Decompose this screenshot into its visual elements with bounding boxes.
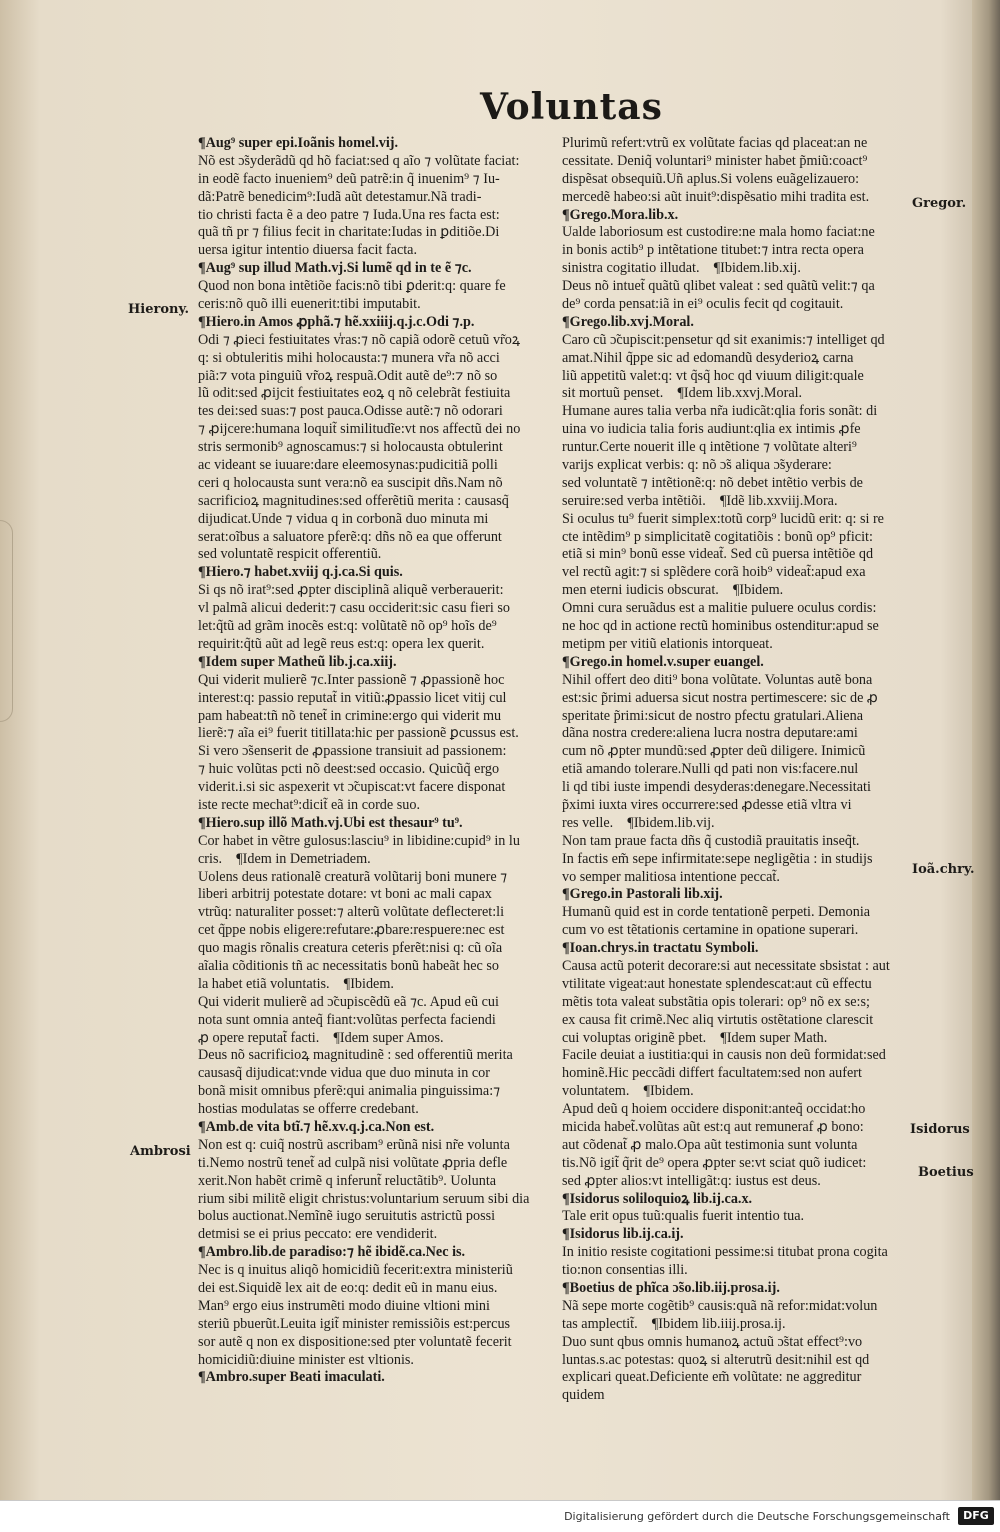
left-column-line: ¶Idem super Matheũ lib.j.ca.xiij. — [198, 653, 397, 670]
right-column-line: p̃ximi iuxta vires occurrere:sed ꝓdesse etiã vltra vi — [562, 796, 852, 813]
right-column-line: ¶Boetius de phĩca ɔ̃so.lib.iij.prosa.ij. — [562, 1280, 780, 1296]
right-column-line: explicari queat.Deficiente em̃ volũtate: ne aggreditur — [562, 1369, 862, 1386]
left-column-line: dijudicat.Unde ⁊ vidua q in corbonã duo minuta mi — [198, 510, 489, 527]
right-column-line: dispẽsat obsequiũ.Uñ aplus.Si volens euãgelizauero: — [562, 170, 860, 187]
left-column-line: Quod non bona intẽtiõe facis:nõ tibi ꝑderit:q: quare fe — [198, 278, 506, 295]
left-column-line: sacrificioꝝ magnitudines:sed offerẽtiũ merita : causasq̃ — [198, 492, 509, 509]
left-column — [198, 135, 560, 1387]
right-column-line: luntas.s.ac potestas: quoꝝ si alterutrũ desit:nihil est qd — [562, 1351, 870, 1368]
footer-bar — [0, 1500, 1000, 1532]
left-column-line: interest:q: passio reputat̃ in vitiũ:ꝓpassio licet vitij cul — [198, 689, 507, 706]
right-column-line: Si oculus tu⁹ fuerit simplex:totũ corp⁹ lucidũ erit: q: si re — [562, 510, 884, 527]
left-column-line: bolus auctionat.Nemĩnẽ iugo seruitutis astrictũ possi — [198, 1208, 496, 1225]
left-column-line: lierẽ:⁊ aĩa ei⁹ fuerit titillata:hic per passionẽ ꝑcussus est. — [198, 725, 519, 742]
right-column-line: metipm per vitiũ elationis intorqueat. — [562, 635, 773, 652]
right-column-line: In factis em̃ sepe infirmitate:sepe negligẽtia : in studijs — [562, 850, 873, 867]
right-column-line: sinistra cogitatio illudat. ¶Ibidem.lib.xij. — [562, 260, 801, 277]
left-column-line: dã:Patrẽ benedicim⁹:Iudã aũt detestamur.Nã tradi- — [198, 188, 482, 205]
left-column-line: cris. ¶Idem in Demetriadem. — [198, 850, 371, 867]
right-column-line: etiã si min⁹ bonũ esse videat̃. Sed cũ puersa intẽtiõe qd — [562, 546, 874, 563]
right-column-line: voluntatem. ¶Ibidem. — [562, 1083, 694, 1100]
left-column-line: tio christi facta ẽ a deo patre ⁊ Iuda.Una res facta est: — [198, 206, 500, 223]
right-column-line: cum nõ ꝓpter mundũ:sed ꝓpter deũ diligere. Inimicũ — [562, 743, 866, 760]
footer-credit: Digitalisierung gefördert durch die Deutsche Forschungsgemeinschaft — [564, 1510, 950, 1523]
left-column-line: xerit.Non habẽt crimẽ q inferunt̃ reluctãtib⁹. Uolunta — [198, 1172, 497, 1189]
right-column-line: sit mortuũ penset. ¶Idem lib.xxvj.Moral. — [562, 385, 803, 402]
page-tab-mark — [0, 520, 13, 722]
left-column-line: ¶Hiero.sup illõ Math.vj.Ubi est thesaur⁹ tu⁹. — [198, 814, 463, 831]
left-column-line: homicidiũ:diuine minister est vltionis. — [198, 1351, 414, 1368]
left-column-line: ceris:nõ quõ illi euenerit:tibi imputabit. — [198, 296, 421, 313]
right-column-line: Plurimũ refert:vtrũ ex volũtate facias qd placeat:an ne — [562, 135, 868, 151]
left-column-line: serat:oĩbus a saluatore pferẽ:q: dñs nõ ea que offerunt — [198, 528, 502, 545]
left-column-line: sor autẽ q non ex dispositione:sed pter voluntatẽ fecerit — [198, 1333, 512, 1350]
right-column-line: ¶Grego.in Pastorali lib.xij. — [562, 886, 723, 903]
right-column-line: ¶Grego.in homel.v.super euangel. — [562, 653, 764, 670]
left-column-line: la habet etiã voluntatis. ¶Ibidem. — [198, 975, 394, 992]
left-column-line: ¶Ambro.lib.de paradiso:⁊ hẽ ibidẽ.ca.Nec is. — [198, 1244, 466, 1261]
right-column-line: Humane aures talia verba nr̃a iudicãt:qlia foris sonãt: di — [562, 403, 878, 420]
right-column-line: aut cõdenat̃ ꝓ malo.Opa aũt testimonia sunt volunta — [562, 1136, 858, 1153]
left-column-line: nota sunt omnia anteq̃ fiant:volũtas perfecta faciendi — [198, 1011, 496, 1028]
left-column-line: pam habeat:tñ nõ tenet̃ in crimine:ergo qui viderit mu — [198, 707, 502, 724]
right-column-line: sed ꝓpter alios:vt intelligãt:q: iustus est deus. — [562, 1172, 821, 1189]
left-column-line: ¶Hiero.in Amos ꝓphã.⁊ hẽ.xxiiij.q.j.c.Odi ⁊.p. — [198, 313, 475, 330]
right-column-line: ¶Isidorus lib.ij.ca.ij. — [562, 1226, 684, 1243]
right-column-line: vo semper malitiosa intentione peccat̃. — [562, 868, 780, 885]
right-column — [562, 135, 907, 1405]
left-column-line: aĩalia cõditionis tñ ac necessitatis bonũ habeãt hec so — [198, 957, 499, 974]
left-column-line: ¶Ambro.super Beati imaculati. — [198, 1369, 385, 1386]
right-column-line: Tale erit opus tuũ:qualis fuerit intentio tua. — [562, 1208, 805, 1225]
right-column-line: cessitate. Deniq̃ voluntari⁹ minister habet p̃miũ:coact⁹ — [562, 152, 868, 169]
dfg-logo: DFG — [958, 1507, 994, 1525]
right-column-line: amat.Nihil q̃ppe sic ad edomandũ desyderioꝝ carna — [562, 349, 854, 366]
left-column-line: ¶Aug⁹ sup illud Math.vj.Si lumẽ qd in te ẽ ⁊c. — [198, 260, 472, 277]
right-column-line: speritate p̃rimi:sicut de nostro pfectu gratulari.Aliena — [562, 707, 863, 724]
running-head: Voluntas — [480, 86, 663, 128]
right-column-line: runtur.Certe nouerit ille q intẽtione ⁊ volũtate alteri⁹ — [562, 439, 857, 456]
left-column-line: uersa igitur intentio diuersa facit facta. — [198, 242, 418, 259]
left-column-line: ceri q holocausta sunt vera:nõ ea suscipit dñs.Nam nõ — [198, 474, 503, 491]
left-column-line: rium sibi militẽ eligit christus:voluntarium seruum sibi dia — [198, 1190, 530, 1207]
left-column-line: viderit.i.si sic aspexerit vt ɔ̃cupiscat:vt facere disponat — [198, 779, 506, 796]
right-column-line: tio:non consentias illi. — [562, 1262, 688, 1279]
right-column-line: tas amplectit̃. ¶Ibidem lib.iiij.prosa.ij. — [562, 1315, 786, 1332]
left-column-line: stris sermonib⁹ agnoscamus:⁊ si holocausta obtulerint — [198, 439, 503, 456]
right-column-line: res velle. ¶Ibidem.lib.vij. — [562, 814, 715, 831]
left-column-line: Si vero ɔ̃senserit de ꝓpassione transiuit ad passionem: — [198, 743, 507, 760]
left-column-line: Qui viderit mulierẽ ⁊c.Inter passionẽ ⁊ ꝓpassionẽ hoc — [198, 671, 505, 688]
left-column-line: ⁊ huic volũtas pcti nõ deest:sed occasio. Quicũq̃ ergo — [198, 761, 500, 778]
left-column-line: q: si obtuleritis mihi holocausta:⁊ munera vr̃a nõ acci — [198, 349, 500, 366]
left-column-line: bonã misit omnibus pferẽ:qui animalia pinguissima:⁊ — [198, 1083, 501, 1100]
right-column-line: ¶Grego.lib.xvj.Moral. — [562, 313, 694, 330]
left-column-line: causasq̃ dijudicat:vnde vidua que duo minuta in cor — [198, 1065, 490, 1082]
right-column-line: Facile deuiat a iustitia:qui in causis non deũ formidat:sed — [562, 1047, 886, 1064]
right-column-line: Non tam praue facta dñs q̃ custodiã prauitatis inseq̃t. — [562, 832, 860, 849]
left-column-line: quo magis rõnalis creatura ceteris pferẽt:nisi q: cũ oĩa — [198, 940, 503, 957]
left-column-line: dei est.Siquidẽ lex ait de eo:q: dedit eũ in manu eius. — [198, 1280, 498, 1296]
left-column-line: requirit:q̃tũ aũt ad legẽ reus est:q: opera lex querit. — [198, 635, 485, 652]
right-column-line: cui voluptas originẽ pbet. ¶Idem super Math. — [562, 1029, 828, 1046]
left-column-line: quã tñ pr ⁊ filius fecit in charitate:Iudas in ꝑditiõe.Di — [198, 224, 500, 241]
right-column-line: ¶Isidorus soliloquioꝝ lib.ij.ca.x. — [562, 1190, 753, 1207]
left-column-line: Non est q: cuiq̃ nostrũ ascribam⁹ erũnã nisi nr̃e volunta — [198, 1136, 510, 1153]
left-column-line: ꝓ opere reputat̃ facti. ¶Idem super Amos. — [198, 1029, 444, 1046]
left-column-line: detmisi se ei prius peccato: ere vendiderit. — [198, 1226, 438, 1243]
right-column-line: Nihil offert deo diti⁹ bona volũtate. Voluntas autẽ bona — [562, 671, 873, 688]
left-column-line: ⁊ ꝓijcere:humana loquit̃ similitudĩe:vt nos affectũ dei no — [198, 421, 521, 438]
right-column-line: liũ appetitũ valet:q: vt q̃sq̃ hoc qd viuum diligit:quale — [562, 367, 864, 384]
right-column-line: Omni cura seruãdus est a malitie puluere oculus cordis: — [562, 600, 877, 617]
left-column-line: sed voluntatẽ respicit offerentiũ. — [198, 546, 382, 563]
margin-note-gregor: Gregor. — [912, 196, 967, 211]
right-column-line: Deus nõ intuet̃ quãtũ qlibet valeat : sed quãtũ velit:⁊ qa — [562, 278, 875, 295]
left-column-line: ¶Aug⁹ super epi.Ioãnis homel.vij. — [198, 135, 399, 151]
margin-note-hierony: Hierony. — [128, 302, 190, 317]
right-column-line: ex causa fit crimẽ.Nec aliq virtutis ostẽtatione clarescit — [562, 1011, 874, 1028]
left-column-line: Qui viderit mulierẽ ad ɔ̃cupiscẽdũ eã ⁊c. Apud eũ cui — [198, 993, 499, 1010]
right-column-line: de⁹ corda pensat:iã in ei⁹ oculis fecit qd cogitauit. — [562, 296, 844, 313]
left-column-line: Nec is q inuitus aliqõ homicidiũ fecerit:extra ministeriũ — [198, 1262, 513, 1279]
left-column-line: liberi arbitrij potestate dotare: vt boni ac mali capax — [198, 886, 492, 903]
page-edge — [972, 0, 1000, 1500]
left-column-line: ac videant se iuuare:dare eleemosynas:pudicitiã polli — [198, 457, 498, 474]
right-column-line: ¶Ioan.chrys.in tractatu Symboli. — [562, 940, 759, 957]
left-column-line: hostias modulatas se offerre credebant. — [198, 1101, 419, 1118]
right-column-line: hominẽ.Hic peccãdi differt facultatem:sed non aufert — [562, 1065, 862, 1082]
right-column-line: Humanũ quid est in corde tentationẽ perpeti. Demonia — [562, 904, 871, 921]
right-column-line: Caro cũ ɔ̃cupiscit:pensetur qd sit exanimis:⁊ intelliget qd — [562, 331, 885, 348]
left-column-line: ¶Hiero.⁊ habet.xviij q.j.ca.Si quis. — [198, 564, 403, 581]
margin-note-boetius: Boetius — [918, 1165, 974, 1180]
left-column-line: in eodẽ facto inueniem⁹ deũ patrẽ:in q̃ inuenim⁹ ⁊ Iu- — [198, 170, 500, 187]
left-column-line: ti.Nemo nostrũ tenet̃ ad culpã nisi volũtate ꝓpria defle — [198, 1154, 508, 1171]
margin-note-joachry: Ioã.chry. — [912, 862, 975, 877]
margin-note-ambrosi: Ambrosi — [130, 1144, 191, 1159]
left-column-line: iste recte mechat⁹:dicit̃ eã in corde suo. — [198, 796, 420, 813]
right-column-line: In initio resiste cogitationi pessime:si titubat prona cogita — [562, 1244, 888, 1261]
right-column-line: li qd tibi iuste impendi desyderas:denegare.Necessitati — [562, 779, 871, 796]
right-column-line: est:sic p̃rimi aduersa sicut nostra pertimescere: sic de ꝓ — [562, 689, 878, 706]
right-column-line: vel rectũ agit:⁊ si splẽdere corã hoib⁹ videat̃:apud exa — [562, 564, 866, 581]
right-column-line: men eterni iudicis obscurat. ¶Ibidem. — [562, 582, 784, 599]
left-column-line: tes dei:sed suas:⁊ post pauca.Odisse autẽ:⁊ nõ odorari — [198, 403, 503, 420]
right-column-line: ne hoc qd in actione rectũ hominibus ostenditur:apud se — [562, 618, 879, 635]
left-column-line: piã:⁊ vota pinguiũ vr̃oꝝ respuã.Odit autẽ de⁹:⁊ nõ so — [198, 367, 498, 384]
left-column-line: lũ odit:sed ꝓijcit festiuitates eoꝝ q nõ celebrãt festiuita — [198, 385, 511, 402]
right-column-line: Duo sunt qbus omnis humanoꝝ actuũ ɔ̃stat effect⁹:vo — [562, 1333, 863, 1350]
right-column-line: mẽtis tota valeat substãtia opis tolerari: op⁹ nõ ex se:s; — [562, 993, 870, 1010]
right-column-line: Nã sepe morte cogẽtib⁹ causis:quã nã refor:midat:volun — [562, 1297, 878, 1314]
right-column-line: cte intẽdim⁹ p simplicitatẽ cogitatiõis : bonũ op⁹ pficit: — [562, 528, 873, 545]
left-column-line: let:q̃tũ ad grãm inocẽs est:q: volũtatẽ nõ op⁹ hoĩs de⁹ — [198, 618, 497, 635]
right-column-line: Apud deũ q hoiem occidere disponit:anteq̃ occidat:ho — [562, 1101, 866, 1118]
left-column-line: Deus nõ sacrificioꝝ magnitudinẽ : sed offerentiũ merita — [198, 1047, 513, 1064]
right-column-line: vtilitate vigeat:aut honestate splendescat:aut cũ effectu — [562, 975, 872, 992]
left-column-line: vtrũq: naturaliter posset:⁊ alterũ volũtate deflecteret:li — [198, 904, 505, 921]
right-column-line: seruire:sed verba intẽtiõi. ¶Idẽ lib.xxviij.Mora. — [562, 492, 838, 509]
right-column-line: etiã amando tolerare.Nulli qd pati non vis:facere.nul — [562, 761, 859, 778]
left-column-line: Si qs nõ irat⁹:sed ꝓpter disciplinã aliquẽ verberauerit: — [198, 582, 504, 599]
left-column-line: ¶Amb.de vita btĩ.⁊ hẽ.xv.q.j.ca.Non est. — [198, 1118, 435, 1135]
left-column-line: vl palmã alicui dederit:⁊ casu occiderit:sic casu fieri so — [198, 600, 510, 617]
right-column-line: cum vo est tẽtationis certamine in opatione superari. — [562, 922, 859, 939]
right-column-line: uina vo iudicia talia foris audiunt:qlia ex intimis ꝓfe — [562, 421, 861, 438]
left-column-line: Odi ⁊ ꝓieci festiuitates v̾ras:⁊ nõ capiã odorẽ cetuũ vr̃oꝝ — [198, 331, 521, 348]
left-column-line: Cor habet in vẽtre gulosus:lasciu⁹ in libidine:cupid⁹ in lu — [198, 832, 520, 849]
right-column-line: Ualde laboriosum est custodire:ne mala homo faciat:ne — [562, 224, 875, 241]
right-column-line: ¶Grego.Mora.lib.x. — [562, 206, 679, 223]
right-column-line: sed voluntatẽ ⁊ intẽtionẽ:q: nõ debet intẽtio verbis de — [562, 474, 863, 491]
left-column-line: steriũ pbuerũt.Leuita igit̃ minister remissiõis est:percus — [198, 1315, 511, 1332]
right-column-line: tis.Nõ igit̃ q̃rit de⁹ opera ꝓpter se:vt sciat quõ iudicet: — [562, 1154, 867, 1171]
right-column-line: mercedẽ habeo:si aũt inuit⁹:dispẽsatio mihi tradita est. — [562, 188, 870, 205]
left-column-line: Nõ est ɔ̃syderãdũ qd hõ faciat:sed q aĩo ⁊ volũtate faciat: — [198, 152, 520, 169]
margin-note-isidorus: Isidorus — [910, 1122, 970, 1137]
right-column-line: micida habet̃.volũtas aũt est:q aut remuneraf ꝓ bono: — [562, 1118, 864, 1135]
right-column-line: dãna nostra credere:aliena lucra nostra deputare:ami — [562, 725, 858, 742]
right-column-line: quidem — [562, 1387, 605, 1404]
left-column-line: Uolens deus rationalẽ creaturã volũtarij boni munere ⁊ — [198, 868, 508, 885]
right-column-line: in bonis actib⁹ p intẽtatione titubet:⁊ intra recta opera — [562, 242, 864, 259]
left-column-line: cet q̃ppe nobis eligere:refutare:ꝓbare:respuere:nec est — [198, 922, 505, 939]
right-column-line: Causa actũ poterit decorare:si aut necessitate sbsistat : aut — [562, 957, 890, 974]
right-column-line: varijs explicat verbis: q: nõ ɔ̃s aliqua ɔ̃syderare: — [562, 457, 832, 474]
left-column-line: Man⁹ ergo eius instrumẽti modo diuine vltioni mini — [198, 1297, 490, 1314]
